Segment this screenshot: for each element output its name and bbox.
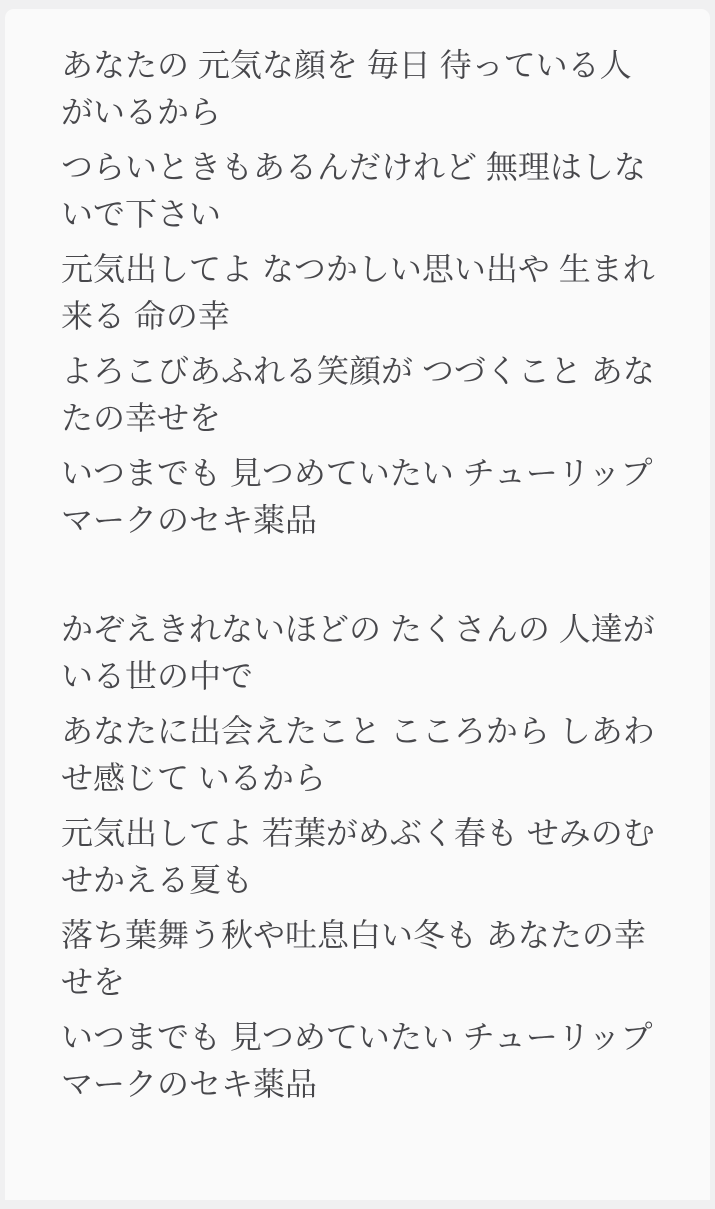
lyric-line: あなたの 元気な顔を 毎日 待っている人	[61, 47, 632, 83]
lyric-line: 落ち葉舞う秋や吐息白い冬も あなたの幸	[61, 917, 646, 953]
lyric-line: せ感じて いるから	[61, 760, 326, 796]
lyric-line: いる世の中で	[61, 658, 254, 694]
lyric-line: マークのセキ薬品	[61, 1066, 318, 1102]
lyric-line: よろこびあふれる笑顔が つづくこと あな	[61, 353, 655, 389]
lyric-line: いつまでも 見つめていたい チューリップ	[61, 1019, 653, 1055]
lyric-line: たの幸せを	[61, 400, 222, 436]
lyrics-card	[5, 9, 710, 1200]
lyrics-paragraph	[61, 606, 670, 700]
lyric-line: かぞえきれないほどの たくさんの 人達が	[61, 611, 655, 647]
lyric-line: いで下さい	[61, 196, 222, 232]
lyric-line: 元気出してよ なつかしい思い出や 生まれ	[61, 251, 655, 287]
lyrics-verse-1	[61, 42, 670, 544]
lyric-line: せを	[61, 964, 126, 1000]
lyrics-paragraph	[61, 144, 670, 238]
lyric-line: 来る 命の幸	[61, 298, 230, 334]
lyrics-paragraph	[61, 810, 670, 904]
lyrics-paragraph	[61, 708, 670, 802]
lyric-line: せかえる夏も	[61, 862, 254, 898]
lyric-line: つらいときもあるんだけれど 無理はしな	[61, 149, 646, 185]
lyrics-paragraph	[61, 450, 670, 544]
lyrics-verse-2	[61, 606, 670, 1108]
lyrics-content	[5, 9, 710, 1108]
lyrics-paragraph	[61, 246, 670, 340]
lyrics-paragraph	[61, 348, 670, 442]
lyrics-paragraph	[61, 1014, 670, 1108]
lyric-line: 元気出してよ 若葉がめぶく春も せみのむ	[61, 815, 655, 851]
lyrics-paragraph	[61, 42, 670, 136]
lyric-line: マークのセキ薬品	[61, 502, 318, 538]
lyric-line: あなたに出会えたこと こころから しあわ	[61, 713, 655, 749]
lyric-line: いつまでも 見つめていたい チューリップ	[61, 455, 653, 491]
lyric-line: がいるから	[61, 94, 222, 130]
lyrics-paragraph	[61, 912, 670, 1006]
